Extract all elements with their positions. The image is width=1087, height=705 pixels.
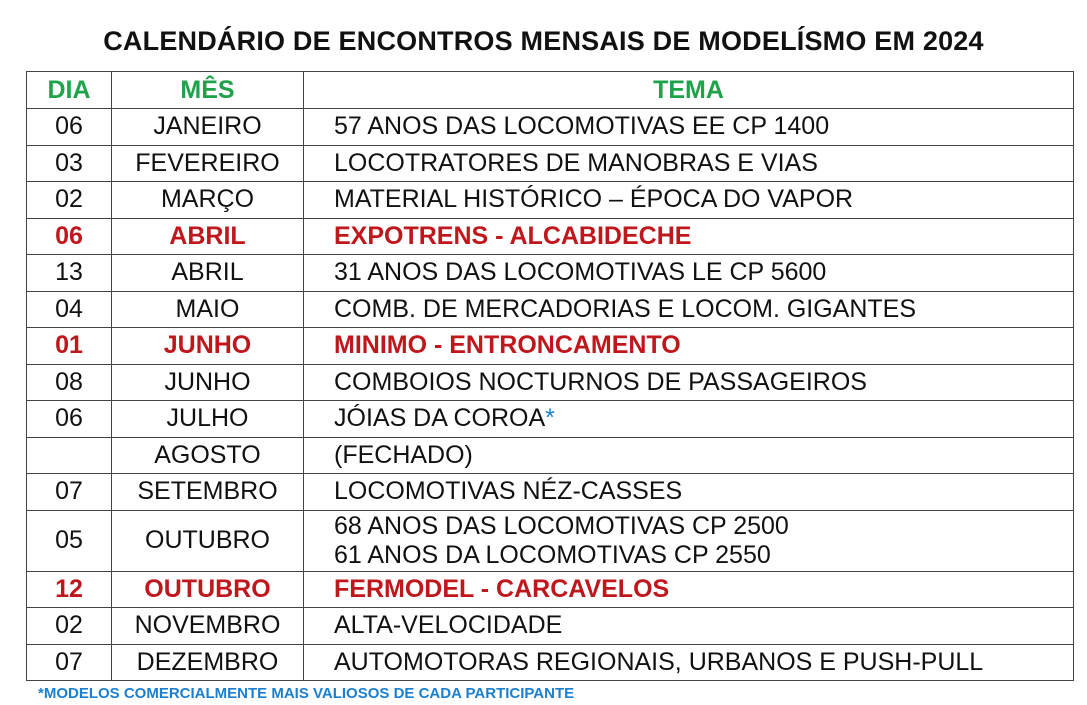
cell-tema: ALTA-VELOCIDADE xyxy=(304,608,1074,645)
cell-tema: FERMODEL - CARCAVELOS xyxy=(304,571,1074,608)
cell-tema: (FECHADO) xyxy=(304,437,1074,474)
cell-mes: AGOSTO xyxy=(112,437,304,474)
cell-tema: 31 ANOS DAS LOCOMOTIVAS LE CP 5600 xyxy=(304,255,1074,292)
cell-tema xyxy=(304,401,1074,438)
cell-mes: JULHO xyxy=(112,401,304,438)
cell-dia: 06 xyxy=(27,218,112,255)
cell-tema: AUTOMOTORAS REGIONAIS, URBANOS E PUSH-PULL xyxy=(304,644,1074,681)
table-row-highlight xyxy=(27,328,1074,365)
cell-tema: EXPOTRENS - ALCABIDECHE xyxy=(304,218,1074,255)
cell-dia: 07 xyxy=(27,474,112,511)
cell-dia: 01 xyxy=(27,328,112,365)
cell-mes: OUTUBRO xyxy=(112,510,304,571)
cell-mes: JUNHO xyxy=(112,328,304,365)
page-title: CALENDÁRIO DE ENCONTROS MENSAIS DE MODELÍSMO EM 2024 xyxy=(103,26,984,56)
header-dia: DIA xyxy=(27,72,112,109)
cell-tema xyxy=(304,510,1074,571)
table-row xyxy=(27,644,1074,681)
cell-dia: 04 xyxy=(27,291,112,328)
table-row xyxy=(27,291,1074,328)
cell-tema: LOCOTRATORES DE MANOBRAS E VIAS xyxy=(304,145,1074,182)
table-row xyxy=(27,510,1074,571)
cell-dia: 05 xyxy=(27,510,112,571)
header-tema: TEMA xyxy=(304,72,1074,109)
table-row xyxy=(27,401,1074,438)
cell-dia xyxy=(27,437,112,474)
cell-tema: COMBOIOS NOCTURNOS DE PASSAGEIROS xyxy=(304,364,1074,401)
cell-mes: MAIO xyxy=(112,291,304,328)
footnote-marker: * xyxy=(545,404,555,433)
table-row-highlight xyxy=(27,571,1074,608)
cell-mes: MARÇO xyxy=(112,182,304,219)
cell-dia: 06 xyxy=(27,109,112,146)
cell-dia: 13 xyxy=(27,255,112,292)
cell-dia: 02 xyxy=(27,182,112,219)
tema-line-2: 61 ANOS DA LOCOMOTIVAS CP 2550 xyxy=(334,540,771,569)
table-row xyxy=(27,437,1074,474)
cell-mes: DEZEMBRO xyxy=(112,644,304,681)
cell-tema: COMB. DE MERCADORIAS E LOCOM. GIGANTES xyxy=(304,291,1074,328)
table-row xyxy=(27,145,1074,182)
table-row xyxy=(27,255,1074,292)
table-row xyxy=(27,109,1074,146)
cell-dia: 02 xyxy=(27,608,112,645)
cell-mes: SETEMBRO xyxy=(112,474,304,511)
cell-mes: FEVEREIRO xyxy=(112,145,304,182)
cell-mes: ABRIL xyxy=(112,218,304,255)
cell-dia: 07 xyxy=(27,644,112,681)
cell-mes: NOVEMBRO xyxy=(112,608,304,645)
cell-mes: JANEIRO xyxy=(112,109,304,146)
table-row xyxy=(27,364,1074,401)
cell-tema: MATERIAL HISTÓRICO – ÉPOCA DO VAPOR xyxy=(304,182,1074,219)
calendar-table xyxy=(26,71,1074,681)
tema-text: JÓIAS DA COROA xyxy=(334,404,546,433)
cell-tema: LOCOMOTIVAS NÉZ-CASSES xyxy=(304,474,1074,511)
cell-mes: JUNHO xyxy=(112,364,304,401)
table-row xyxy=(27,182,1074,219)
footnote: *MODELOS COMERCIALMENTE MAIS VALIOSOS DE CADA PARTICIPANTE xyxy=(38,685,575,702)
table-row-highlight xyxy=(27,218,1074,255)
cell-dia: 06 xyxy=(27,401,112,438)
table-row xyxy=(27,474,1074,511)
header-mes: MÊS xyxy=(112,72,304,109)
cell-dia: 03 xyxy=(27,145,112,182)
table-row xyxy=(27,608,1074,645)
cell-dia: 08 xyxy=(27,364,112,401)
cell-mes: OUTUBRO xyxy=(112,571,304,608)
cell-tema: MINIMO - ENTRONCAMENTO xyxy=(304,328,1074,365)
cell-mes: ABRIL xyxy=(112,255,304,292)
cell-tema: 57 ANOS DAS LOCOMOTIVAS EE CP 1400 xyxy=(304,109,1074,146)
tema-line-1: 68 ANOS DAS LOCOMOTIVAS CP 2500 xyxy=(334,511,789,540)
cell-dia: 12 xyxy=(27,571,112,608)
header-row xyxy=(27,72,1074,109)
